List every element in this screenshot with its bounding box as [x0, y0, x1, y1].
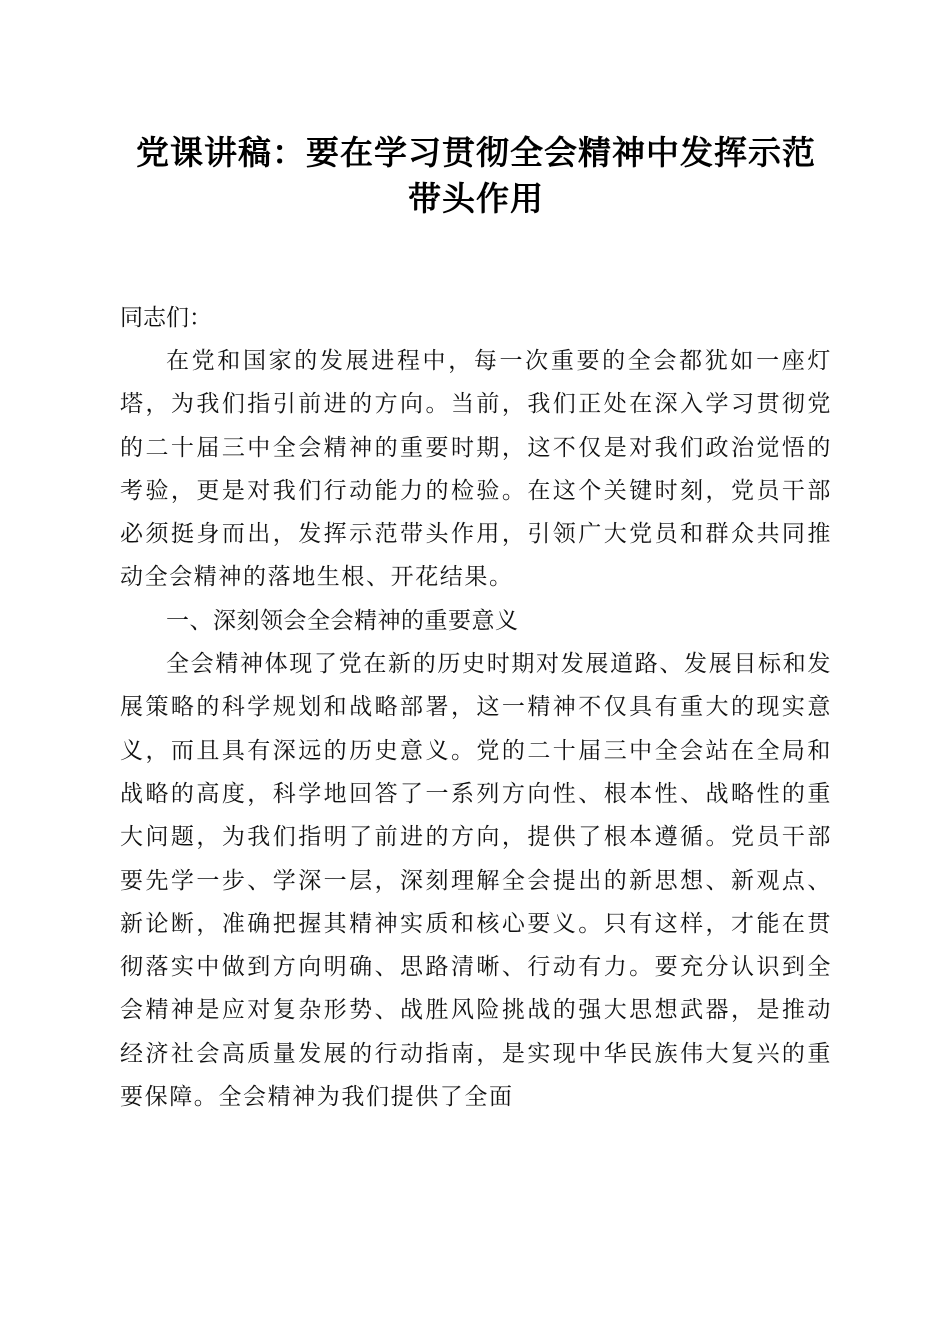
title-line-1: 党课讲稿：要在学习贯彻全会精神中发挥示范 [136, 133, 816, 172]
document-page [120, 130, 832, 1119]
section-heading-1: 一、深刻领会全会精神的重要意义 [166, 607, 519, 634]
salutation: 同志们： [120, 305, 212, 331]
intro-paragraph: 在党和国家的发展进程中，每一次重要的全会都犹如一座灯塔，为我们指引前进的方向。当前，我们正处在深入学习贯彻党的二十届三中全会精神的重要时期，这不仅是对我们政治觉悟的考验，更是对我们行动能力的检验。在这个关键时刻，党员干部必须挺身而出，发挥示范带头作用，引领广大党员和群众共同推动全会精神的落地生根、开花结果。 [120, 348, 832, 591]
section-1-paragraph: 全会精神体现了党在新的历史时期对发展道路、发展目标和发展策略的科学规划和战略部署，这一精神不仅具有重大的现实意义，而且具有深远的历史意义。党的二十届三中全会站在全局和战略的高度，科学地回答了一系列方向性、根本性、战略性的重大问题，为我们指明了前进的方向，提供了根本遵循。党员干部要先学一步、学深一层，深刻理解全会提出的新思想、新观点、新论断，准确把握其精神实质和核心要义。只有这样，才能在贯彻落实中做到方向明确、思路清晰、行动有力。要充分认识到全会精神是应对复杂形势、战胜风险挑战的强大思想武器，是推动经济社会高质量发展的行动指南，是实现中华民族伟大复兴的重要保障。全会精神为我们提供了全面 [120, 651, 832, 1111]
document-title [120, 130, 832, 222]
title-line-2: 带头作用 [408, 179, 544, 218]
